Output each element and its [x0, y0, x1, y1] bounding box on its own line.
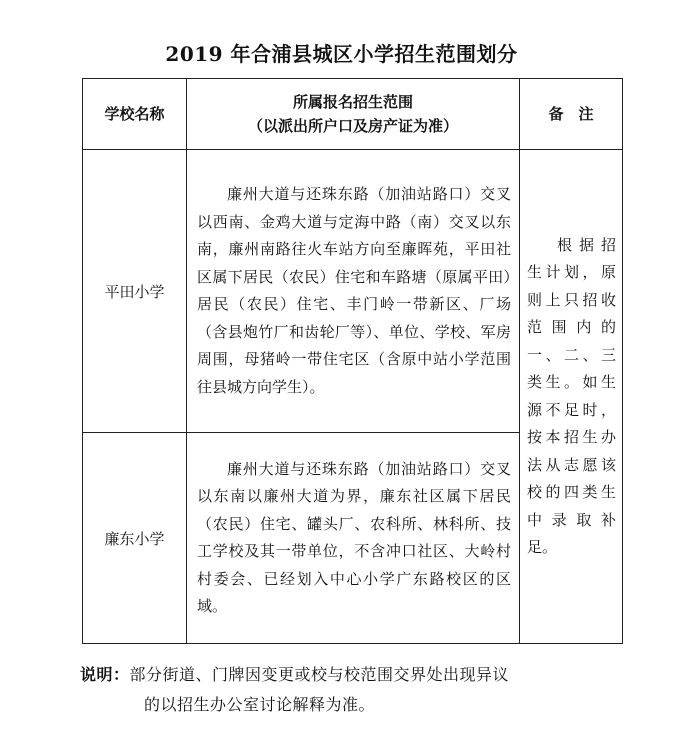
header-school-name: 学校名称	[83, 79, 187, 150]
footnote-line1: 部分街道、门牌因变更或校与校范围交界处出现异议	[129, 665, 510, 684]
table-row	[83, 150, 623, 433]
table-header-row	[83, 79, 623, 150]
enrollment-table	[82, 78, 623, 644]
header-note: 备 注	[520, 79, 623, 150]
note-cell	[520, 150, 623, 644]
range-cell	[187, 150, 520, 433]
page-title: 2019 年合浦县城区小学招生范围划分	[165, 42, 518, 66]
range-text: 廉州大道与还珠东路（加油站路口）交叉以西南、金鸡大道与定海中路（南）交叉以东南，廉州南路往火车站方向至廉晖苑，平田社区属下居民（农民）住宅和车路塘（原属平田）居民（农民）住宅、丰门岭一带新区、厂场（含县炮竹厂和齿轮厂等）、单位、学校、军房周围，母猪岭一带住宅区（含原中站小学范围往县城方向学生）。	[197, 185, 511, 396]
footnote-line2: 的以招生办公室讨论解释为准。	[144, 695, 376, 714]
footnote-label: 说明：	[80, 665, 130, 684]
range-cell	[187, 433, 520, 644]
header-range-line1: 所属报名招生范围	[292, 93, 413, 111]
note-text: 根据招生计划，原则上只招收范围内的一、二、三类生。如生源不足时，按本招生办法从志愿该校的四类生中录取补足。	[527, 235, 616, 556]
header-range-line2: （以派出所户口及房产证为准）	[247, 117, 458, 135]
school-name-cell: 廉东小学	[83, 433, 187, 644]
footnote	[80, 660, 600, 720]
school-name-cell: 平田小学	[83, 150, 187, 433]
range-text: 廉州大道与还珠东路（加油站路口）交叉以东南以廉州大道为界，廉东社区属下居民（农民）住宅、罐头厂、农科所、林科所、技工学校及其一带单位，不含冲口社区、大岭村村委会、已经划入中心小学广东路校区的区域。	[197, 459, 511, 615]
header-range	[187, 79, 520, 150]
